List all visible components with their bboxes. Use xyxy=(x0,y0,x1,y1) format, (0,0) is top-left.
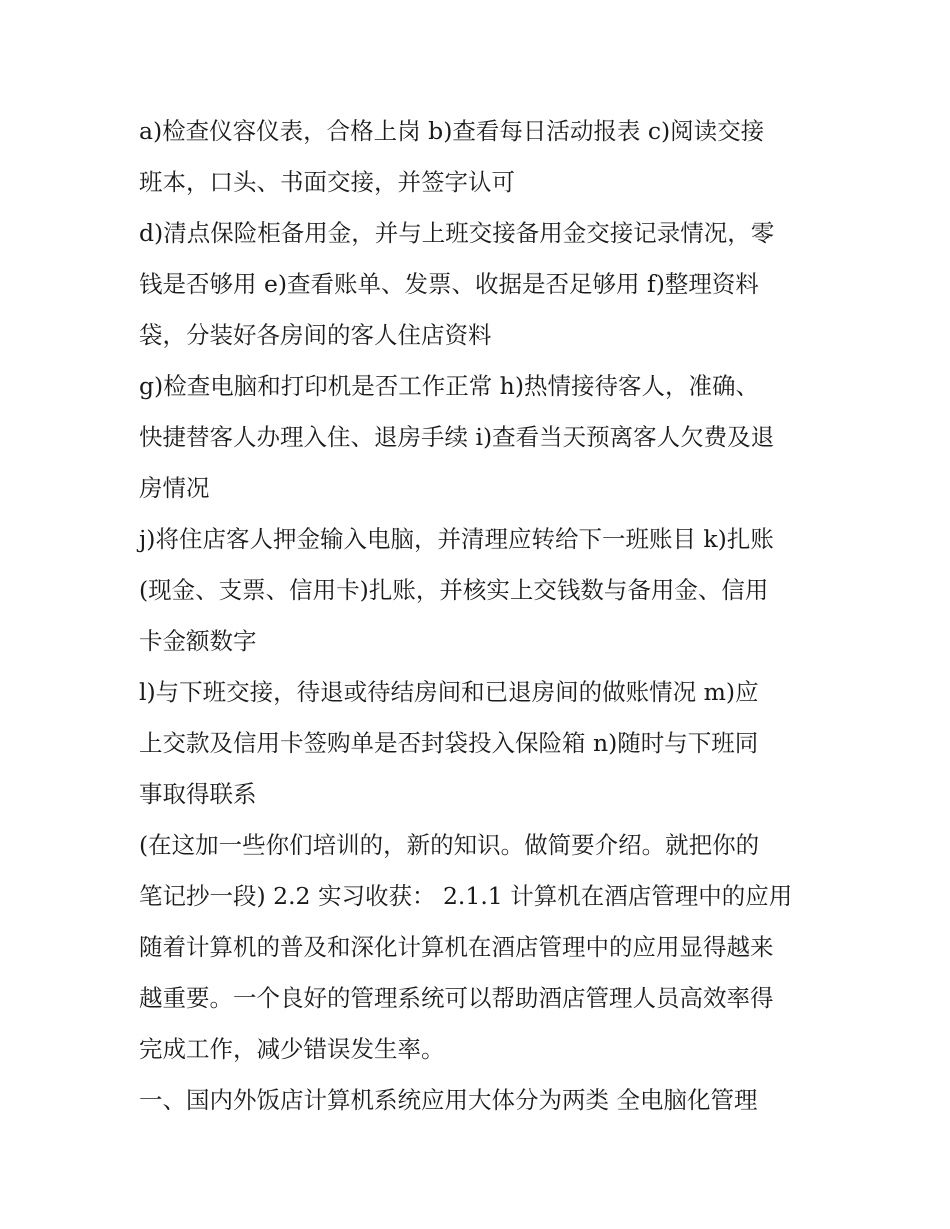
text-line: l)与下班交接，待退或待结房间和已退房间的做账情况 m)应 xyxy=(139,678,759,706)
text-line: 快捷替客人办理入住、退房手续 i)查看当天预离客人欠费及退 xyxy=(139,423,775,451)
text-line: 袋，分装好各房间的客人住店资料 xyxy=(139,321,492,349)
paragraph-deposits-and-accounts xyxy=(139,514,819,667)
text-line: 卡金额数字 xyxy=(139,627,257,655)
paragraph-guest-service xyxy=(139,361,819,514)
text-line: g)检查电脑和打印机是否工作正常 h)热情接待客人，准确、 xyxy=(139,372,759,400)
text-line: 事取得联系 xyxy=(139,780,257,808)
text-line: d)清点保险柜备用金，并与上班交接备用金交接记录情况，零 xyxy=(139,219,775,247)
text-line: 班本，口头、书面交接，并签字认可 xyxy=(139,168,515,196)
paragraph-shift-handover xyxy=(139,667,819,820)
text-line: 一、国内外饭店计算机系统应用大体分为两类 全电脑化管理 xyxy=(139,1086,758,1114)
text-line: j)将住店客人押金输入电脑，并清理应转给下一班账目 k)扎账 xyxy=(139,525,774,553)
text-line: 越重要。一个良好的管理系统可以帮助酒店管理人员高效率得 xyxy=(139,984,774,1012)
paragraph-cash-and-documents xyxy=(139,208,819,361)
paragraph-computer-systems xyxy=(139,1075,819,1126)
text-line: 完成工作，减少错误发生率。 xyxy=(139,1035,445,1063)
paragraph-internship-gains xyxy=(139,820,819,1075)
text-line: a)检查仪容仪表，合格上岗 b)查看每日活动报表 c)阅读交接 xyxy=(139,117,765,145)
text-line: 钱是否够用 e)查看账单、发票、收据是否足够用 f)整理资料 xyxy=(139,270,759,298)
paragraph-shift-start-checks xyxy=(139,106,819,208)
text-line: 随着计算机的普及和深化计算机在酒店管理中的应用显得越来 xyxy=(139,933,774,961)
text-line: 房情况 xyxy=(139,474,210,502)
text-line: 上交款及信用卡签购单是否封袋投入保险箱 n)随时与下班同 xyxy=(139,729,759,757)
text-line: (现金、支票、信用卡)扎账，并核实上交钱数与备用金、信用 xyxy=(139,576,769,604)
body-text xyxy=(139,106,819,1126)
text-line: (在这加一些你们培训的，新的知识。做简要介绍。就把你的 xyxy=(139,831,760,859)
text-line: 笔记抄一段) 2.2 实习收获： 2.1.1 计算机在酒店管理中的应用 xyxy=(139,882,793,910)
